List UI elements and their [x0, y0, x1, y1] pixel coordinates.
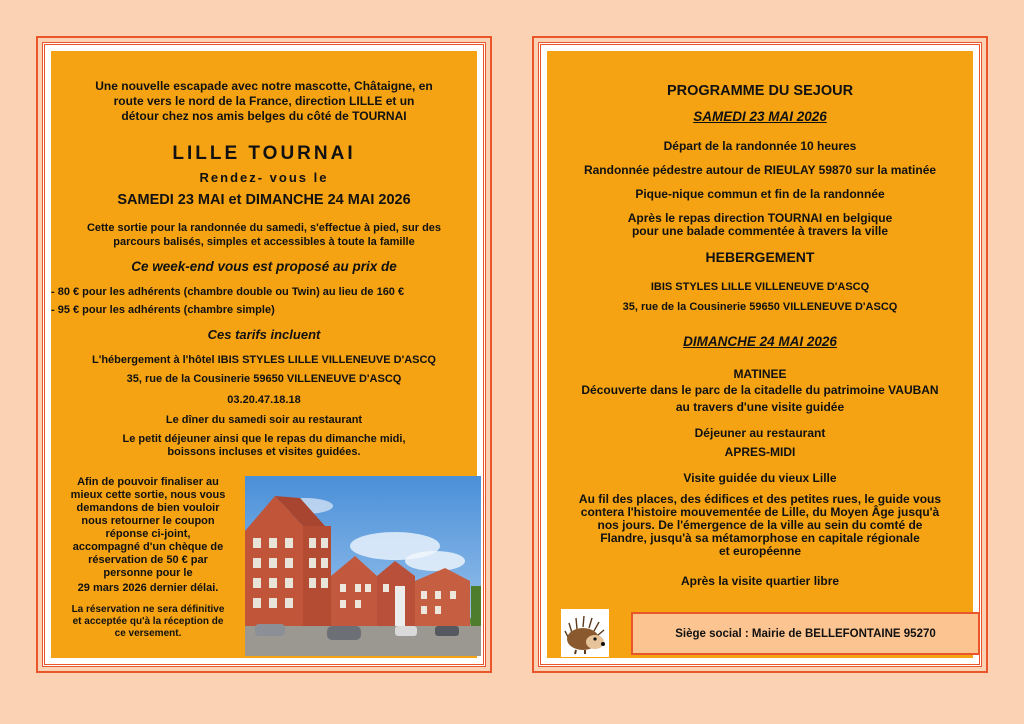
head-office-text: Siège social : Mairie de BELLEFONTAINE 95270 — [675, 627, 936, 640]
booking-line-6: accompagné d'un chèque de — [72, 541, 224, 553]
price-members-double: - 80 € pour les adhérents (chambre double ou Twin) au lieu de 160 € — [51, 286, 405, 298]
booking-line-2: mieux cette sortie, nous vous — [70, 489, 226, 501]
event-dates: SAMEDI 23 MAI et DIMANCHE 24 MAI 2026 — [117, 192, 411, 208]
programme-title: PROGRAMME DU SEJOUR — [666, 83, 854, 99]
hotel-photo — [245, 476, 481, 656]
lodging-heading: HEBERGEMENT — [705, 249, 815, 265]
free-time-line: Après la visite quartier libre — [680, 574, 840, 588]
booking-deadline: 29 mars 2026 dernier délai. — [77, 582, 219, 594]
booking-line-1: Afin de pouvoir finaliser au — [77, 476, 219, 488]
price-heading: Ce week-end vous est proposé au prix de — [131, 259, 397, 274]
booking-line-3: demandons de bien vouloir — [76, 502, 220, 514]
head-office-box — [631, 612, 980, 655]
reservation-note-1: La réservation ne sera définitive — [71, 604, 225, 615]
hotel-address: 35, rue de la Cousinerie 59650 VILLENEUVE D'ASCQ — [126, 373, 402, 385]
booking-line-4: nous retourner le coupon — [81, 515, 215, 527]
saturday-heading: SAMEDI 23 MAI 2026 — [693, 109, 827, 124]
booking-line-5: réponse ci-joint, — [105, 528, 191, 540]
desc-line-1: Cette sortie pour la randonnée du samedi, s'effectue à pied, sur des — [86, 222, 442, 234]
sat-hike: Randonnée pédestre autour de RIEULAY 59870 sur la matinée — [583, 163, 937, 177]
tour-desc-3: nos jours. De l'émergence de la ville au sein du comté de — [597, 518, 923, 532]
sat-tournai-1: Après le repas direction TOURNAI en belgique — [627, 211, 893, 225]
hotel-line: L'hébergement à l'hôtel IBIS STYLES LILLE VILLENEUVE D'ASCQ — [91, 354, 436, 366]
lodging-address: 35, rue de la Cousinerie 59650 VILLENEUVE D'ASCQ — [622, 301, 898, 313]
tour-line: Visite guidée du vieux Lille — [683, 471, 837, 485]
reservation-note-3: ce versement. — [114, 628, 182, 639]
sat-picnic: Pique-nique commun et fin de la randonnée — [635, 187, 885, 201]
intro-line-2: route vers le nord de la France, direction LILLE et un — [113, 94, 415, 108]
right-panel-content — [547, 51, 973, 658]
hotel-phone: 03.20.47.18.18 — [227, 394, 301, 406]
rendezvous-label: Rendez- vous le — [199, 170, 329, 185]
hedgehog-mascot-icon — [561, 609, 609, 657]
reservation-note-2: et acceptée qu'à la réception de — [72, 616, 224, 627]
left-flyer-panel — [36, 36, 492, 673]
right-panel-frame — [538, 42, 982, 667]
sat-tournai-2: pour une balade commentée à travers la ville — [631, 224, 889, 238]
tour-desc-2: contera l'histoire mouvementée de Lille, du Moyen Âge jusqu'à — [580, 505, 940, 519]
breakfast-line-1: Le petit déjeuner ainsi que le repas du dimanche midi, — [122, 433, 406, 445]
tour-desc-1: Au fil des places, des édifices et des petites rues, le guide vous — [578, 492, 942, 506]
intro-line-1: Une nouvelle escapade avec notre mascotte, Châtaigne, en — [95, 79, 433, 93]
main-title: LILLE TOURNAI — [172, 143, 356, 164]
left-panel-content — [51, 51, 477, 658]
right-flyer-panel — [532, 36, 988, 673]
dinner-line: Le dîner du samedi soir au restaurant — [165, 414, 363, 426]
included-heading: Ces tarifs incluent — [207, 327, 321, 342]
sunday-heading: DIMANCHE 24 MAI 2026 — [683, 334, 837, 349]
sun-citadel-2: au travers d'une visite guidée — [675, 400, 845, 414]
tour-desc-5: et européenne — [718, 544, 802, 558]
lodging-name: IBIS STYLES LILLE VILLENEUVE D'ASCQ — [650, 281, 870, 293]
matinee-label: MATINEE — [733, 367, 787, 381]
booking-line-7: réservation de 50 € par — [88, 554, 208, 566]
desc-line-2: parcours balisés, simples et accessibles à toute la famille — [113, 236, 415, 248]
lunch-line: Déjeuner au restaurant — [694, 426, 826, 440]
afternoon-label: APRES-MIDI — [724, 445, 796, 459]
breakfast-line-2: boissons incluses et visites guidées. — [167, 446, 361, 458]
sat-departure: Départ de la randonnée 10 heures — [663, 139, 857, 153]
intro-line-3: détour chez nos amis belges du côté de TOURNAI — [121, 109, 407, 123]
left-panel-frame — [42, 42, 486, 667]
price-members-single: - 95 € pour les adhérents (chambre simple) — [51, 304, 275, 316]
tour-desc-4: Flandre, jusqu'à sa métamorphose en capitale régionale — [600, 531, 920, 545]
booking-line-8: personne pour le — [103, 567, 193, 579]
sun-citadel-1: Découverte dans le parc de la citadelle du patrimoine VAUBAN — [581, 383, 939, 397]
